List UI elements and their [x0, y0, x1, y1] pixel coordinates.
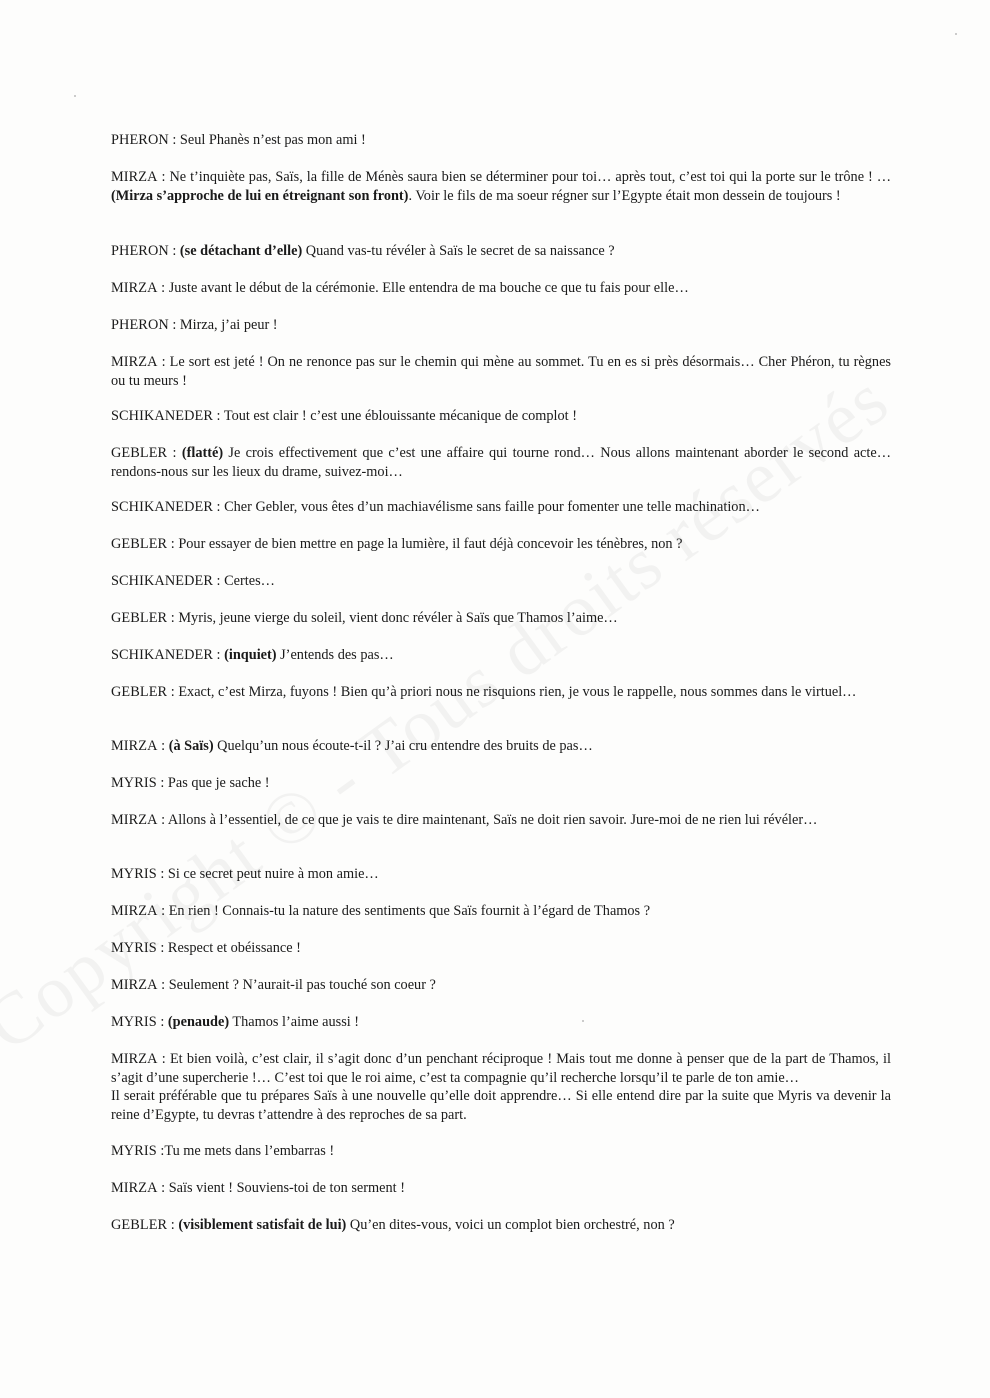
speech-text [111, 902, 891, 921]
speech-text [111, 737, 891, 756]
speaker-separator: : [157, 1051, 170, 1067]
dialogue-line [111, 1050, 891, 1124]
speech-text [111, 168, 891, 205]
dialogue-line [111, 609, 891, 628]
speaker-name: PHERON [111, 243, 169, 259]
speech-text [111, 1013, 891, 1032]
spoken-text: Pas que je sache ! [167, 775, 270, 791]
dialogue-line [111, 902, 891, 921]
speaker-name: MYRIS [111, 866, 157, 882]
speaker-separator: : [156, 1014, 168, 1030]
scan-speck [74, 95, 76, 97]
dialogue-line [111, 498, 891, 517]
spoken-text: Certes… [224, 573, 275, 589]
speaker-separator: : [157, 977, 169, 993]
speech-text [111, 1179, 891, 1198]
spoken-text: Allons à l’essentiel, de ce que je vais te dire maintenant, Saïs ne doit rien savoir. Jure-moi de ne rien lui révéler… [167, 812, 818, 828]
speech-continuation: Il serait préférable que tu prépares Saïs à une nouvelle qu’elle doit apprendre… Si elle entend dire par la suite que Myris va devenir la reine d’Egypte, tu devras t’attendre à des reproches de sa part. [111, 1088, 891, 1123]
spoken-text: Ne t’inquiète pas, Saïs, la fille de Ménès saura bien se déterminer pour toi… après tout, c’est toi qui la porte sur le trône ! … [169, 169, 891, 185]
speaker-name: GEBLER [111, 684, 168, 700]
stage-direction: (Mirza s’approche de lui en étreignant son front) [111, 187, 409, 204]
speaker-name: MIRZA [111, 1051, 158, 1067]
speech-text [111, 646, 891, 665]
speaker-separator: : [157, 169, 170, 185]
speech-text [111, 976, 891, 995]
stage-direction: (à Saïs) [168, 738, 214, 754]
dialogue-line [111, 1216, 891, 1235]
dialogue-line [111, 774, 891, 793]
dialogue-line [111, 444, 891, 481]
spoken-text: Qu’en dites-vous, voici un complot bien orchestré, non ? [346, 1217, 675, 1233]
scan-speck [955, 33, 957, 35]
speaker-separator: : [157, 280, 169, 296]
speaker-name: MIRZA [111, 977, 158, 993]
speaker-name: SCHIKANEDER [111, 408, 213, 424]
speech-text [111, 498, 891, 517]
spoken-text: Et bien voilà, c’est clair, il s’agit donc d’un penchant réciproque ! Mais tout me donne à penser que de la part de Thamos, il s’agit d’une supercherie !… C’est toi que le roi aime, c’est ta compagnie qu’il recherche lorsqu’il te parle de ton amie… [111, 1051, 891, 1086]
speech-text [111, 811, 891, 830]
spoken-text: Myris, jeune vierge du soleil, vient donc révéler à Saïs que Thamos l’aime… [178, 610, 618, 626]
spoken-text: Quand vas-tu révéler à Saïs le secret de sa naissance ? [302, 243, 615, 259]
speaker-separator: : [157, 903, 169, 919]
stage-direction: (se détachant d’elle) [179, 243, 303, 259]
speaker-separator: : [156, 866, 168, 882]
speaker-name: SCHIKANEDER [111, 499, 213, 515]
dialogue-line [111, 407, 891, 426]
speech-text [111, 939, 891, 958]
speaker-separator: : [157, 812, 168, 828]
speaker-separator: : [167, 684, 179, 700]
dialogue-line [111, 646, 891, 665]
dialogue-line [111, 976, 891, 995]
speaker-name: MIRZA [111, 812, 158, 828]
speech-text [111, 131, 891, 150]
speaker-name: MYRIS [111, 1014, 157, 1030]
speech-text [111, 609, 891, 628]
spoken-text: Quelqu’un nous écoute-t-il ? J’ai cru entendre des bruits de pas… [213, 738, 593, 754]
speaker-name: PHERON [111, 317, 169, 333]
stage-direction: (inquiet) [224, 647, 277, 663]
speaker-separator: : [157, 738, 169, 754]
dialogue-line [111, 242, 891, 261]
speaker-separator: : [168, 132, 180, 148]
speaker-separator: : [167, 1217, 179, 1233]
spoken-text: J’entends des pas… [276, 647, 394, 663]
speaker-name: MIRZA [111, 738, 158, 754]
spoken-text: Tu me mets dans l’embarras ! [164, 1143, 335, 1159]
spoken-text: Saïs vient ! Souviens-toi de ton serment ! [168, 1180, 405, 1196]
stage-direction: (visiblement satisfait de lui) [178, 1217, 347, 1233]
speaker-separator: : [157, 1180, 169, 1196]
dialogue-line [111, 683, 891, 702]
speaker-name: MYRIS [111, 1143, 157, 1159]
speaker-separator: : [156, 1143, 165, 1159]
spoken-text: Thamos l’aime aussi ! [229, 1014, 360, 1030]
speaker-name: MIRZA [111, 169, 158, 185]
spoken-text: Seulement ? N’aurait-il pas touché son coeur ? [168, 977, 436, 993]
dialogue-line [111, 865, 891, 884]
dialogue-line [111, 353, 891, 390]
spoken-text: Je crois effectivement que c’est une affaire qui tourne rond… Nous allons maintenant aborder le second acte… rendons-nous sur les lieux du drame, suivez-moi… [111, 445, 892, 480]
spoken-text: En rien ! Connais-tu la nature des sentiments que Saïs fournit à l’égard de Thamos ? [168, 903, 651, 919]
dialogue-line [111, 737, 891, 756]
speech-text [111, 242, 891, 261]
dialogue-line [111, 1142, 891, 1161]
speaker-separator: : [167, 610, 179, 626]
speaker-name: GEBLER [111, 1217, 168, 1233]
dialogue-line [111, 811, 891, 830]
spoken-text: Si ce secret peut nuire à mon amie… [167, 866, 379, 882]
speaker-separator: : [168, 243, 180, 259]
speaker-name: MIRZA [111, 280, 158, 296]
speech-text [111, 279, 891, 298]
speaker-name: SCHIKANEDER [111, 647, 213, 663]
speaker-name: MIRZA [111, 1180, 158, 1196]
speech-text [111, 683, 891, 702]
spoken-text: . Voir le fils de ma soeur régner sur l’Egypte était mon dessein de toujours ! [408, 187, 841, 204]
spoken-text: Cher Gebler, vous êtes d’un machiavélisme sans faille pour fomenter une telle machination… [224, 499, 760, 515]
speaker-separator: : [212, 647, 225, 663]
spoken-text: Pour essayer de bien mettre en page la lumière, il faut déjà concevoir les ténèbres, non ? [178, 536, 683, 552]
speaker-separator: : [212, 573, 225, 589]
speech-text [111, 1142, 891, 1161]
spoken-text: Tout est clair ! c’est une éblouissante mécanique de complot ! [223, 408, 577, 424]
speaker-name: MYRIS [111, 775, 157, 791]
speech-text [111, 353, 891, 390]
dialogue-line [111, 939, 891, 958]
spoken-text: Mirza, j’ai peur ! [179, 317, 278, 333]
speaker-separator: : [167, 536, 179, 552]
speaker-separator: : [167, 445, 182, 461]
speaker-separator: : [212, 408, 224, 424]
speech-text [111, 1216, 891, 1235]
speech-text [111, 535, 891, 554]
spoken-text: Respect et obéissance ! [167, 940, 301, 956]
dialogue-line [111, 1013, 891, 1032]
speaker-name: SCHIKANEDER [111, 573, 213, 589]
speaker-name: PHERON [111, 132, 169, 148]
speech-text [111, 572, 891, 591]
speaker-name: MYRIS [111, 940, 157, 956]
spoken-text: Le sort est jeté ! On ne renonce pas sur le chemin qui mène au sommet. Tu en es si près désormais… Cher Phéron, tu règnes ou tu meurs ! [111, 354, 891, 389]
speech-text [111, 865, 891, 884]
speech-text [111, 407, 891, 426]
speaker-separator: : [212, 499, 225, 515]
dialogue-line [111, 535, 891, 554]
speaker-name: MIRZA [111, 354, 158, 370]
spoken-text: Exact, c’est Mirza, fuyons ! Bien qu’à priori nous ne risquions rien, je vous le rappelle, nous sommes dans le virtuel… [178, 684, 857, 700]
speaker-name: MIRZA [111, 903, 158, 919]
spoken-text: Seul Phanès n’est pas mon ami ! [179, 132, 366, 148]
speaker-separator: : [157, 354, 170, 370]
dialogue-line [111, 279, 891, 298]
dialogue-line [111, 1179, 891, 1198]
speaker-name: GEBLER [111, 536, 168, 552]
speech-text [111, 444, 891, 481]
dialogue-line [111, 572, 891, 591]
speaker-separator: : [168, 317, 180, 333]
speaker-name: GEBLER [111, 610, 168, 626]
speaker-separator: : [156, 775, 168, 791]
speaker-name: GEBLER [111, 445, 168, 461]
speaker-separator: : [156, 940, 168, 956]
speech-text [111, 774, 891, 793]
stage-direction: (flatté) [181, 445, 224, 461]
speech-text [111, 316, 891, 335]
dialogue-line [111, 168, 891, 205]
speech-text [111, 1050, 891, 1087]
stage-direction: (penaude) [167, 1014, 230, 1030]
dialogue-line [111, 131, 891, 150]
spoken-text: Juste avant le début de la cérémonie. Elle entendra de ma bouche ce que tu fais pour elle… [168, 280, 689, 296]
dialogue-line [111, 316, 891, 335]
